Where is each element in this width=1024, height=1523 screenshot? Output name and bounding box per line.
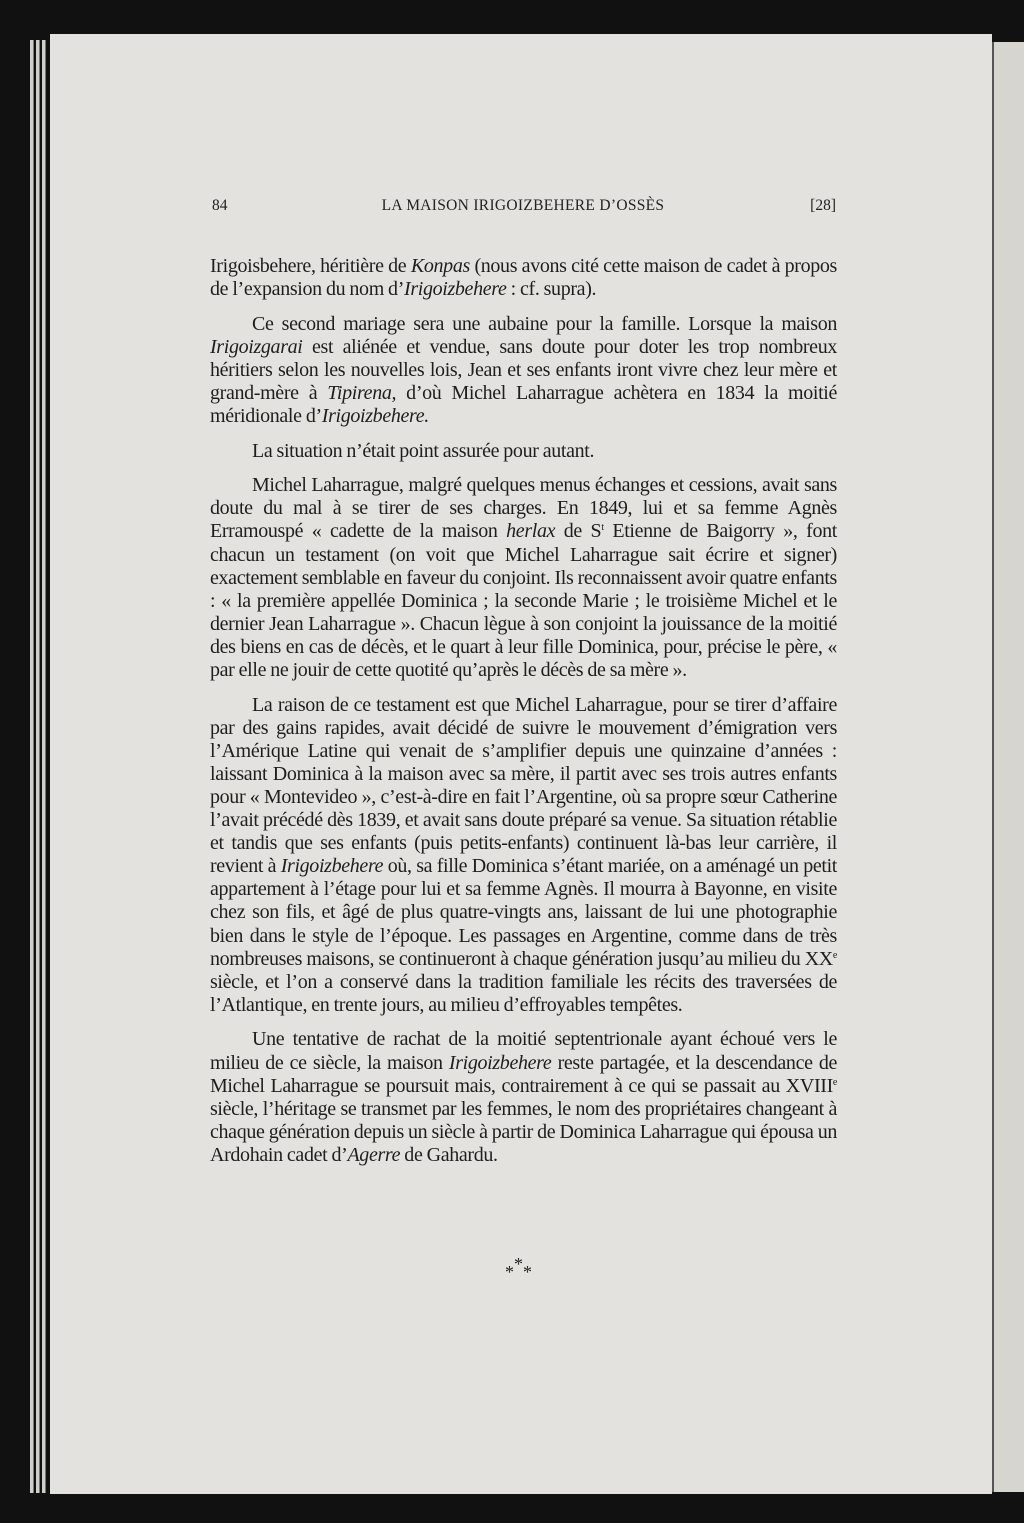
text-run: Irigoisbehere, héritière de	[210, 255, 411, 277]
italic-text: Irigoizbehere	[404, 278, 507, 301]
text-run: d’où Michel Laharrague achètera en 1834 la moitié méridionale d’	[210, 381, 838, 428]
paragraph	[210, 255, 837, 301]
text-run: Michel Laharrague, malgré quelques menus échanges et cessions, avait sans doute du mal à se tirer de ses charges. En 1849, lui et sa femme Agnès Erramouspé « cadette de la maison	[210, 474, 837, 543]
paragraph	[210, 440, 837, 463]
page-stack-edge	[30, 40, 34, 1493]
text-run: de S	[555, 520, 602, 543]
text-run: Une tentative de rachat de la moitié septentrionale ayant échoué vers le milieu de ce siècle, la maison	[210, 1028, 837, 1074]
superscript: t	[601, 522, 604, 534]
superscript: e	[832, 949, 837, 961]
text-run: (nous avons cité cette maison de cadet à propos de l’expansion du nom d’	[210, 255, 837, 301]
running-title: LA MAISON IRIGOIZBEHERE D’OSSÈS	[381, 197, 665, 214]
text-run: siècle, l’héritage se transmet par les femmes, le nom des propriétaires changeant à chaque génération depuis un siècle à partir de Dominica Laharrague qui épousa un Ardohain cadet d’	[210, 1097, 837, 1166]
page-stack-edge	[36, 40, 40, 1493]
page-stack-edge	[42, 40, 46, 1493]
separator-star: *	[523, 1262, 532, 1282]
superscript: e	[832, 1076, 837, 1088]
running-header	[210, 197, 836, 219]
page-number: 84	[212, 197, 228, 214]
italic-text: Irigoizbehere.	[321, 405, 429, 428]
separator-star: *	[514, 1254, 523, 1274]
italic-text: Agerre	[347, 1143, 401, 1166]
text-run: de Gahardu.	[400, 1143, 498, 1166]
separator-star: *	[505, 1262, 514, 1282]
paragraph	[210, 1028, 837, 1167]
italic-text: Irigoizbehere	[280, 855, 384, 878]
facing-page-edge	[992, 42, 1024, 1492]
italic-text: Konpas	[410, 255, 470, 277]
text-run: La situation n’était point assurée pour autant.	[252, 439, 595, 462]
italic-text: herlax	[506, 520, 556, 543]
paragraph	[210, 694, 837, 1017]
paragraph	[210, 474, 837, 682]
text-run: Ce second mariage sera une aubaine pour la famille. Lorsque la maison	[252, 312, 837, 335]
text-run: est aliénée et vendue, sans doute pour doter les trop nombreux héritiers selon les nouvelles lois, Jean et ses enfants iront vivre chez leur mère et grand-mère à	[210, 335, 837, 404]
italic-text: Irigoizbehere	[448, 1051, 552, 1074]
text-run: La raison de ce testament est que Michel Laharrague, pour se tirer d’affaire par des gains rapides, avait décidé de suivre le mouvement d’émigration vers l’Amérique Latine qui venait de s’amplifier depuis une quinzaine d’années : laissant Dominica à la maison avec sa mère, il partit avec ses trois autres enfants pour « Montevideo », c’est-à-dire en fait l’Argentine, où sa propre sœur Catherine l’avait précédé dès 1839, et avait sans doute préparé sa venue. Sa situation rétablie et tandis que ses enfants (puis petits-enfants) continuent là-bas leur carrière, il revient à	[210, 693, 837, 878]
text-run: : cf. supra).	[506, 278, 597, 301]
italic-text: Tipirena,	[327, 381, 397, 404]
section-separator	[505, 1254, 532, 1282]
text-run: où, sa fille Dominica s’étant mariée, on a aménagé un petit appartement à l’étage pour lui et sa femme Agnès. Il mourra à Bayonne, en visite chez son fils, et âgé de plus quatre-vingts ans, laissant de lui une photographie bien dans le style de l’époque. Les passages en Argentine, comme dans de très nombreuses maisons, se continueront à chaque génération jusqu’au milieu du XX	[210, 855, 837, 970]
text-run: reste partagée, et la descendance de Michel Laharrague se poursuit mais, contrairement à ce qui se passait au XVIII	[210, 1051, 837, 1097]
italic-text: Irigoizgarai	[210, 335, 303, 358]
section-number: [28]	[810, 197, 836, 214]
paragraph	[210, 313, 837, 428]
body-text	[210, 255, 837, 1178]
text-run: siècle, et l’on a conservé dans la tradition familiale les récits des traversées de l’Atlantique, en trente jours, au milieu d’effroyables tempêtes.	[210, 970, 837, 1016]
text-run: Etienne de Baigorry », font chacun un testament (on voit que Michel Laharrague sait écrire et signer) exactement semblable en faveur du conjoint. Ils reconnaissent avoir quatre enfants : « la première appellée Dominica ; la seconde Marie ; le troisième Michel et le dernier Jean Laharrague ». Chacun lègue à son conjoint la jouissance de la moitié des biens en cas de décès, et le quart à leur fille Dominica, pour, précise le père, « par elle ne jouir de cette quotité qu’après le décès de sa mère ».	[210, 520, 837, 681]
